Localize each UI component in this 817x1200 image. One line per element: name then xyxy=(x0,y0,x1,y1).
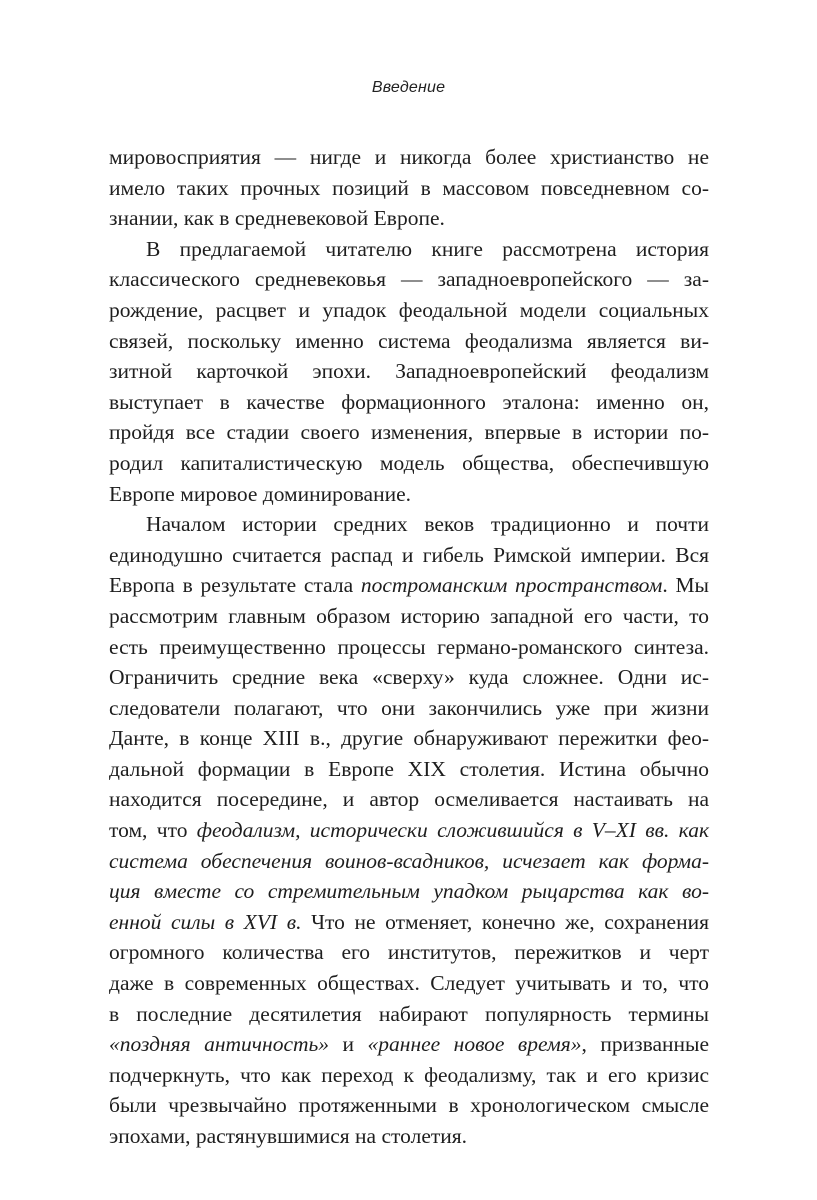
text-segment: Что не отменяет, конечно же, сохранения xyxy=(301,909,709,934)
text-line xyxy=(109,540,709,571)
text-segment: единодушно считается распад и гибель Римской империи. Вся xyxy=(109,542,709,567)
text-line xyxy=(109,509,709,540)
text-line xyxy=(109,876,709,907)
text-line xyxy=(109,142,709,173)
text-segment: мировосприятия — нигде и никогда более христианство не xyxy=(109,145,709,169)
text-segment: Европа в результате стала xyxy=(109,573,361,598)
text-line xyxy=(109,937,709,968)
italic-phrase: ция вместе со стремительным упадком рыцарства как во- xyxy=(109,879,709,904)
text-line xyxy=(109,264,709,295)
text-line xyxy=(109,784,709,815)
text-line xyxy=(109,662,709,693)
text-segment: находится посередине, и автор осмеливается настаивать на xyxy=(109,787,709,812)
text-line xyxy=(109,234,709,265)
text-segment: и xyxy=(329,1032,368,1057)
running-head: Введение xyxy=(371,79,446,96)
italic-phrase: феодализм, исторически сложившийся в V–XI вв. как xyxy=(196,818,710,843)
italic-phrase: «раннее новое время» xyxy=(367,1032,582,1057)
text-segment: пройдя все стадии своего изменения, впервые в истории по- xyxy=(109,420,709,445)
text-line xyxy=(109,1121,709,1152)
text-segment: огромного количества его институтов, пережитков и черт xyxy=(109,940,709,965)
text-line xyxy=(109,815,709,846)
text-segment: следователи полагают, что они закончились уже при жизни xyxy=(109,695,709,720)
text-line xyxy=(109,632,709,663)
text-segment: Ограничить средние века «сверху» куда сложнее. Одни ис- xyxy=(109,665,709,690)
text-line xyxy=(109,693,709,724)
text-segment: есть преимущественно процессы германо-романского синтеза. xyxy=(109,634,709,659)
text-segment: подчеркнуть, что как переход к феодализму, так и его кризис xyxy=(109,1062,709,1087)
text-line xyxy=(109,1029,709,1060)
text-line xyxy=(109,1090,709,1121)
text-segment: рассмотрим главным образом историю западной его части, то xyxy=(109,603,709,628)
text-segment: дальной формации в Европе XIX столетия. Истина обычно xyxy=(109,756,709,781)
text-segment: В предлагаемой читателю книге рассмотрена история xyxy=(146,236,709,261)
text-line xyxy=(109,326,709,357)
text-segment: Началом истории средних веков традиционно и почти xyxy=(146,512,709,537)
italic-phrase: построманским пространством xyxy=(360,573,663,598)
text-segment: родил капиталистическую модель общества, обеспечившую xyxy=(109,450,709,475)
text-segment: эпохами, растянувшимися на столетия. xyxy=(109,1124,468,1148)
text-line xyxy=(109,173,709,204)
text-line xyxy=(109,417,709,448)
text-segment: . Мы xyxy=(662,573,710,598)
italic-phrase: енной силы в XVI в. xyxy=(109,909,302,934)
text-segment: , призванные xyxy=(581,1032,710,1057)
text-line xyxy=(109,387,709,418)
text-line xyxy=(109,723,709,754)
text-segment: связей, поскольку именно система феодализма является ви- xyxy=(109,328,709,353)
text-line xyxy=(109,968,709,999)
text-segment: выступает в качестве формационного эталона: именно он, xyxy=(109,389,709,414)
text-segment: Данте, в конце XIII в., другие обнаруживают пережитки фео- xyxy=(109,726,709,751)
text-line xyxy=(109,846,709,877)
text-segment: даже в современных обществах. Следует учитывать и то, что xyxy=(109,971,709,996)
text-line xyxy=(109,295,709,326)
body-text xyxy=(109,142,709,1152)
text-segment: классического средневековья — западноевропейского — за- xyxy=(109,267,709,292)
text-segment: том, что xyxy=(109,818,197,843)
text-line xyxy=(109,907,709,938)
text-line xyxy=(109,601,709,632)
text-segment: были чрезвычайно протяженными в хронологическом смысле xyxy=(109,1093,709,1118)
italic-phrase: «поздняя античность» xyxy=(109,1032,330,1057)
text-line xyxy=(109,479,709,510)
text-line xyxy=(109,1060,709,1091)
text-segment: знании, как в средневековой Европе. xyxy=(109,206,445,231)
text-line xyxy=(109,999,709,1030)
text-line xyxy=(109,754,709,785)
text-line xyxy=(109,448,709,479)
text-segment: в последние десятилетия набирают популярность термины xyxy=(109,1001,709,1026)
text-line xyxy=(109,203,709,234)
text-line xyxy=(109,356,709,387)
text-segment: имело таких прочных позиций в массовом повседневном со- xyxy=(109,175,709,200)
italic-phrase: система обеспечения воинов-всадников, исчезает как форма- xyxy=(109,848,709,873)
text-segment: зитной карточкой эпохи. Западноевропейский феодализм xyxy=(109,359,709,384)
text-segment: Европе мировое доминирование. xyxy=(109,481,411,506)
text-line xyxy=(109,570,709,601)
text-segment: рождение, расцвет и упадок феодальной модели социальных xyxy=(109,297,709,322)
